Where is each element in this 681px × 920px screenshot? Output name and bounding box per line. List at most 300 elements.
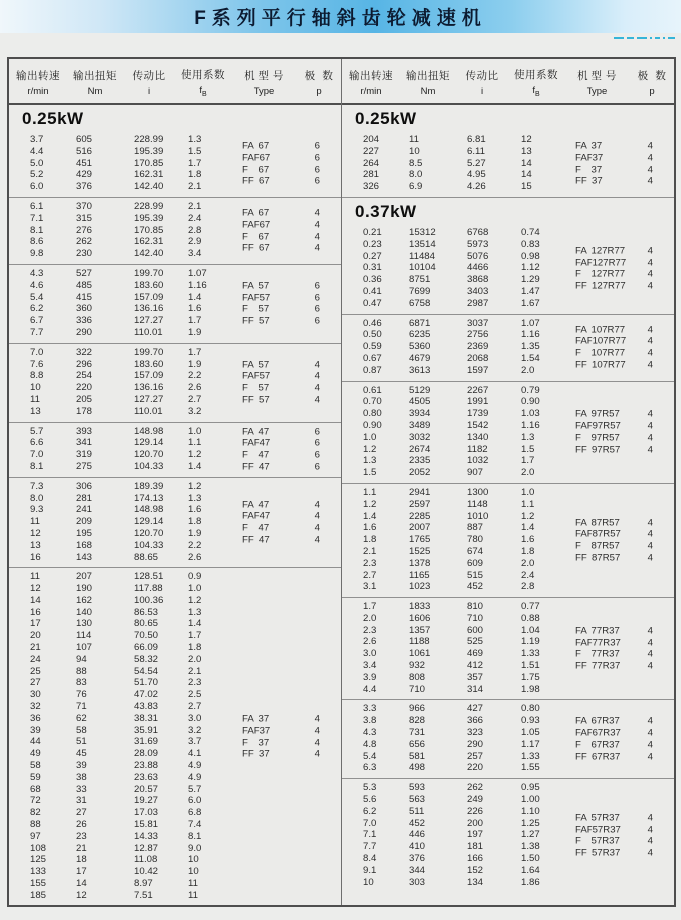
type-line [575,152,653,164]
data-block [342,483,674,597]
cell-factor: 1.29 [521,274,540,286]
cell-speed: 25 [30,665,41,677]
type-pole-group [575,409,653,456]
model-code: FA 97R57 [575,408,620,420]
cell-speed: 7.0 [363,817,377,829]
cell-factor: 1.19 [521,636,540,648]
type-line [242,383,320,395]
data-block [342,224,674,314]
data-row [9,642,341,654]
cell-factor: 1.16 [188,279,207,291]
cell-speed: 4.3 [30,267,44,279]
cell-ratio: 152 [467,864,484,876]
cell-torque: 209 [76,516,93,528]
cell-speed: 4.8 [363,738,377,750]
data-row [342,487,674,499]
power-section [342,105,674,197]
cell-speed: 0.59 [363,341,382,353]
model-code: FAF37 [575,152,604,164]
cell-speed: 0.61 [363,384,382,396]
model-code: FAF37 [242,725,271,737]
cell-speed: 6.2 [363,805,377,817]
cell-factor: 12 [521,134,532,145]
cell-torque: 605 [76,134,93,145]
cell-factor: 1.4 [188,618,202,630]
cell-torque: 593 [409,782,426,794]
pole-count: 4 [647,625,653,637]
type-pole-group [242,713,320,760]
cell-torque: 275 [76,460,93,472]
pole-count: 6 [314,292,320,304]
cell-factor: 1.75 [521,671,540,683]
cell-ratio: 17.03 [134,807,159,819]
type-line [575,444,653,456]
pole-count: 4 [647,359,653,371]
cell-torque: 58 [76,724,87,736]
cell-torque: 4505 [409,396,431,408]
cell-factor: 1.4 [188,460,202,472]
type-line [242,534,320,546]
cell-speed: 0.23 [363,238,382,250]
cell-ratio: 189.39 [134,480,164,492]
cell-torque: 452 [409,817,426,829]
cell-ratio: 290 [467,738,484,750]
pole-count: 4 [647,245,653,257]
type-line [575,728,653,740]
cell-factor: 2.7 [188,701,202,713]
cell-torque: 62 [76,712,87,724]
model-code: FF 97R57 [575,444,621,456]
data-row [342,762,674,774]
cell-speed: 8.6 [30,236,44,248]
cell-ratio: 58.32 [134,653,159,665]
type-line [242,140,320,152]
cell-factor: 1.55 [521,762,540,774]
model-code: F 107R77 [575,347,626,359]
cell-torque: 376 [76,181,93,193]
cell-speed: 3.7 [30,134,44,145]
cell-factor: 2.1 [188,665,202,677]
cell-ratio: 228.99 [134,200,164,212]
power-heading: 0.37kW [355,201,417,221]
data-row [9,347,341,359]
data-row [9,795,341,807]
cell-speed: 10 [30,382,41,394]
cell-factor: 13 [521,145,532,157]
cell-factor: 1.86 [521,876,540,888]
cell-speed: 8.8 [30,370,44,382]
cell-ratio: 314 [467,683,484,695]
cell-factor: 1.27 [521,829,540,841]
cell-factor: 2.0 [521,557,535,569]
cell-ratio: 2756 [467,329,489,341]
data-block [342,131,674,197]
cell-factor: 1.04 [521,624,540,636]
cell-factor: 1.12 [521,262,540,274]
cell-ratio: 120.70 [134,449,164,461]
cell-factor: 15 [521,181,532,193]
model-code: FA 37 [575,140,603,152]
type-pole-group [242,359,320,406]
pole-count: 4 [647,444,653,456]
cell-speed: 4.4 [363,683,377,695]
data-block [342,381,674,483]
cell-factor: 2.8 [188,224,202,236]
cell-speed: 10 [363,876,374,888]
cell-torque: 230 [76,248,93,260]
cell-ratio: 1542 [467,419,489,431]
cell-ratio: 6768 [467,226,489,238]
cell-ratio: 412 [467,660,484,672]
model-code: F 37 [242,736,270,748]
cell-speed: 1.6 [363,522,377,534]
pole-count: 6 [314,449,320,461]
column-header [342,59,674,105]
type-line [575,269,653,281]
cell-ratio: 28.09 [134,748,159,760]
pole-count: 6 [314,152,320,164]
model-code: FAF57 [242,292,271,304]
cell-torque: 2597 [409,498,431,510]
model-code: FA 47 [242,498,270,510]
type-line [575,541,653,553]
cell-speed: 1.8 [363,534,377,546]
cell-speed: 27 [30,677,41,689]
data-row [342,227,674,239]
cell-torque: 3489 [409,419,431,431]
cell-torque: 94 [76,653,87,665]
cell-factor: 1.7 [188,315,202,327]
cell-ratio: 80.65 [134,618,159,630]
cell-torque: 7699 [409,285,431,297]
cell-speed: 9.3 [30,504,44,516]
cell-speed: 11 [30,516,40,528]
cell-torque: 498 [409,762,426,774]
pole-count: 4 [647,528,653,540]
cell-factor: 2.4 [521,569,535,581]
cell-speed: 2.6 [363,636,377,648]
type-line [242,450,320,462]
cell-factor: 1.1 [521,498,535,510]
model-code: FA 57R37 [575,812,620,824]
cell-factor: 1.2 [188,594,202,606]
cell-ratio: 127.27 [134,315,164,327]
model-code: F 47 [242,449,270,461]
cell-speed: 204 [363,134,380,145]
model-code: F 77R37 [575,648,620,660]
cell-factor: 1.38 [521,841,540,853]
cell-ratio: 117.88 [134,583,163,595]
pole-count: 4 [314,219,320,231]
cell-torque: 1765 [409,534,431,546]
cell-speed: 6.3 [363,762,377,774]
cell-torque: 205 [76,393,93,405]
cell-factor: 1.17 [521,738,540,750]
cell-speed: 16 [30,551,41,563]
pole-count: 4 [647,175,653,187]
cell-ratio: 129.14 [134,516,164,528]
title-band [0,0,681,33]
cell-speed: 0.87 [363,364,382,376]
header-speed: 输出转速 r/min [16,69,60,97]
pole-count: 4 [647,812,653,824]
model-code: FF 37 [242,748,270,760]
header-poles: 极 数 p [637,69,667,97]
pole-count: 4 [647,516,653,528]
cell-ratio: 86.53 [134,606,159,618]
header-factor: 使用系数 $f_B$ [181,68,225,98]
cell-speed: 5.3 [363,782,377,794]
type-line [575,649,653,661]
type-pole-group [242,426,320,473]
cell-torque: 10104 [409,262,436,274]
pole-count: 6 [314,461,320,473]
cell-ratio: 674 [467,545,484,557]
cell-torque: 10 [409,145,420,157]
model-code: F 97R57 [575,432,620,444]
cell-speed: 6.2 [30,303,44,315]
cell-ratio: 104.33 [134,460,164,472]
cell-speed: 5.7 [30,425,44,437]
cell-speed: 72 [30,795,41,807]
cell-ratio: 525 [467,636,484,648]
cell-factor: 9.0 [188,842,202,854]
cell-speed: 17 [30,618,41,630]
cell-torque: 1188 [409,636,430,648]
cell-speed: 3.8 [363,715,377,727]
data-row [9,583,341,595]
cell-speed: 59 [30,771,41,783]
cell-ratio: 110.01 [134,326,163,338]
cell-ratio: 6.11 [467,145,485,157]
cell-speed: 4.3 [363,727,377,739]
cell-torque: 410 [409,841,426,853]
cell-torque: 516 [76,145,93,157]
cell-torque: 1378 [409,557,431,569]
cell-ratio: 100.36 [134,594,164,606]
cell-factor: 1.05 [521,727,540,739]
power-section [342,197,674,892]
pole-count: 6 [314,437,320,449]
type-line [575,751,653,763]
cell-ratio: 1010 [467,510,489,522]
cell-factor: 0.90 [521,396,540,408]
type-line [575,140,653,152]
data-row [9,819,341,831]
cell-torque: 190 [76,583,93,595]
cell-speed: 36 [30,712,41,724]
type-line [575,420,653,432]
cell-factor: 1.7 [188,630,202,642]
cell-torque: 3613 [409,364,431,376]
pole-count: 4 [647,552,653,564]
pole-count: 6 [314,175,320,187]
cell-ratio: 51.70 [134,677,159,689]
type-line [575,176,653,188]
cell-speed: 0.50 [363,329,382,341]
pole-count: 4 [647,835,653,847]
cell-factor: 1.51 [521,660,540,672]
pole-count: 4 [647,140,653,152]
cell-factor: 2.0 [188,653,202,665]
cell-ratio: 148.98 [134,504,164,516]
cell-torque: 162 [76,594,93,606]
cell-factor: 1.2 [521,510,535,522]
cell-factor: 1.9 [188,527,202,539]
cell-factor: 1.3 [188,134,202,145]
cell-factor: 10 [188,866,199,878]
cell-torque: 241 [76,504,93,516]
data-row [9,843,341,855]
table-half-right [341,59,674,905]
cell-speed: 7.0 [30,346,44,358]
cell-speed: 1.0 [363,431,377,443]
type-line [242,499,320,511]
cell-speed: 0.90 [363,419,382,431]
cell-speed: 133 [30,866,47,878]
cell-factor: 2.2 [188,370,202,382]
cell-speed: 326 [363,181,380,193]
cell-ratio: 19.27 [134,795,159,807]
data-block [342,314,674,381]
type-line [575,348,653,360]
cell-speed: 7.1 [30,212,44,224]
cell-ratio: 66.09 [134,642,159,654]
type-line [242,371,320,383]
pole-count: 6 [314,426,320,438]
model-code: FF 67 [242,175,270,187]
cell-torque: 143 [76,551,93,563]
cell-factor: 1.2 [188,449,202,461]
model-code: FA 67 [242,207,270,219]
cell-ratio: 5.27 [467,157,486,169]
cell-factor: 1.8 [188,169,202,181]
type-pole-group [575,245,653,292]
type-line [242,304,320,316]
pole-count: 6 [314,303,320,315]
data-row [342,672,674,684]
data-row [342,613,674,625]
cell-torque: 319 [76,449,93,461]
cell-speed: 6.6 [30,437,44,449]
type-line [242,219,320,231]
cell-torque: 195 [76,527,93,539]
header-ratio: 传动比 i [465,69,499,97]
cell-speed: 3.9 [363,671,377,683]
pole-count: 4 [314,207,320,219]
data-row [342,467,674,479]
type-line [242,426,320,438]
cell-torque: 2052 [409,467,431,479]
cell-torque: 11 [409,134,419,145]
cell-torque: 276 [76,224,93,236]
cell-ratio: 2267 [467,384,489,396]
cell-ratio: 427 [467,703,484,715]
cell-ratio: 1340 [467,431,489,443]
cell-factor: 2.0 [521,467,535,479]
cell-speed: 3.3 [363,703,377,715]
pole-count: 4 [647,432,653,444]
cell-ratio: 780 [467,534,484,546]
cell-ratio: 1148 [467,498,488,510]
decoration-dashes [614,37,675,39]
model-code: FAF87R57 [575,528,621,540]
pole-count: 4 [314,394,320,406]
header-type: 机 型 号 Type [577,69,617,97]
cell-ratio: 43.83 [134,701,159,713]
data-row [9,866,341,878]
cell-ratio: 197 [467,829,484,841]
pole-count: 4 [314,713,320,725]
cell-speed: 88 [30,819,41,831]
cell-factor: 1.16 [521,329,540,341]
cell-torque: 168 [76,539,93,551]
cell-speed: 1.5 [363,467,377,479]
data-row [342,581,674,593]
pole-count: 4 [647,347,653,359]
cell-factor: 2.6 [188,551,202,563]
page-title: F系列平行轴斜齿轮减速机 [194,8,487,29]
cell-factor: 1.0 [188,425,202,437]
cell-speed: 8.0 [30,492,44,504]
model-code: FAF77R37 [575,636,621,648]
type-line [575,625,653,637]
cell-ratio: 157.09 [134,370,164,382]
cell-torque: 2285 [409,510,431,522]
cell-torque: 76 [76,689,87,701]
type-line [242,292,320,304]
pole-count: 4 [647,715,653,727]
cell-torque: 220 [76,382,93,394]
model-code: F 67 [242,230,270,242]
cell-torque: 8.0 [409,169,423,181]
type-pole-group [575,716,653,763]
type-line [575,164,653,176]
cell-factor: 3.7 [188,736,202,748]
cell-torque: 6.9 [409,181,423,193]
model-code: FAF67 [242,219,271,231]
cell-ratio: 23.88 [134,760,159,772]
cell-factor: 1.33 [521,648,540,660]
cell-factor: 4.1 [188,748,202,760]
cell-ratio: 600 [467,624,484,636]
cell-torque: 2335 [409,455,431,467]
cell-ratio: 4.26 [467,181,486,193]
type-line [242,511,320,523]
cell-factor: 1.6 [188,303,202,315]
cell-ratio: 3868 [467,274,489,286]
cell-torque: 344 [409,864,426,876]
data-row [342,684,674,696]
cell-factor: 1.47 [521,285,540,297]
cell-speed: 7.3 [30,480,44,492]
type-line [242,280,320,292]
data-row [342,782,674,794]
model-code: F 57R37 [575,835,620,847]
cell-factor: 4.9 [188,760,202,772]
data-row [9,890,341,902]
cell-speed: 12 [30,527,41,539]
pole-count: 4 [647,152,653,164]
cell-ratio: 357 [467,671,484,683]
cell-ratio: 200 [467,817,484,829]
cell-ratio: 70.50 [134,630,159,642]
type-line [242,231,320,243]
type-line [575,409,653,421]
data-row [342,455,674,467]
cell-speed: 0.67 [363,352,382,364]
cell-speed: 5.4 [30,291,44,303]
